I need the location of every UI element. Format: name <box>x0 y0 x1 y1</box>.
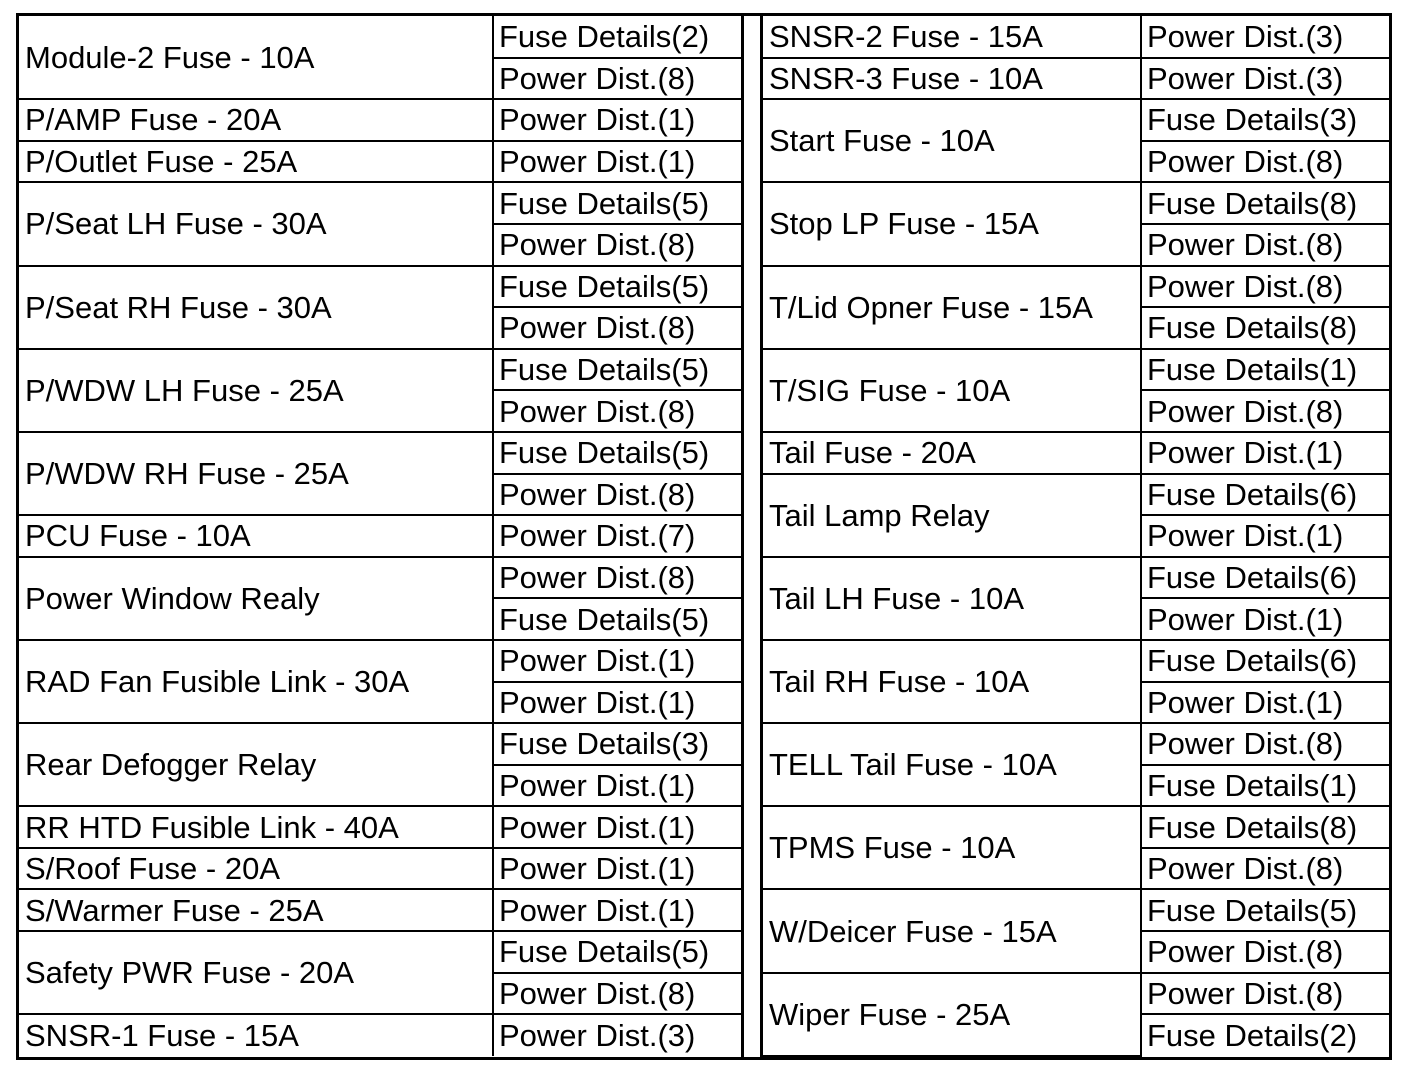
reference-link[interactable]: Fuse Details(3) <box>1141 99 1389 141</box>
reference-link[interactable]: Power Dist.(1) <box>493 889 741 931</box>
reference-link[interactable]: Power Dist.(1) <box>1141 515 1389 557</box>
table-row <box>19 848 741 890</box>
table-row <box>19 889 741 931</box>
table-row <box>763 58 1389 100</box>
reference-link[interactable]: Power Dist.(8) <box>493 224 741 266</box>
reference-link[interactable]: Power Dist.(3) <box>493 1014 741 1056</box>
table-row <box>19 640 741 682</box>
fuse-name-cell: P/Seat LH Fuse - 30A <box>19 182 493 265</box>
fuse-name-cell: S/Roof Fuse - 20A <box>19 848 493 890</box>
reference-link[interactable]: Fuse Details(5) <box>493 931 741 973</box>
reference-link[interactable]: Power Dist.(1) <box>493 141 741 183</box>
reference-link[interactable]: Power Dist.(1) <box>1141 598 1389 640</box>
reference-link[interactable]: Power Dist.(8) <box>493 474 741 516</box>
reference-link[interactable]: Fuse Details(6) <box>1141 557 1389 599</box>
fuse-name-cell: TPMS Fuse - 10A <box>763 806 1141 889</box>
fuse-name-cell: Start Fuse - 10A <box>763 99 1141 182</box>
fuse-name-cell: T/SIG Fuse - 10A <box>763 349 1141 432</box>
fuse-name-cell: TELL Tail Fuse - 10A <box>763 723 1141 806</box>
reference-link[interactable]: Fuse Details(5) <box>493 182 741 224</box>
reference-link[interactable]: Fuse Details(5) <box>493 598 741 640</box>
fuse-name-cell: P/AMP Fuse - 20A <box>19 99 493 141</box>
reference-link[interactable]: Fuse Details(8) <box>1141 307 1389 349</box>
table-row <box>763 640 1389 682</box>
fuse-name-cell: RAD Fan Fusible Link - 30A <box>19 640 493 723</box>
reference-link[interactable]: Power Dist.(1) <box>1141 682 1389 724</box>
fuse-name-cell: Wiper Fuse - 25A <box>763 973 1141 1056</box>
table-row <box>763 99 1389 141</box>
reference-link[interactable]: Power Dist.(8) <box>1141 723 1389 765</box>
reference-link[interactable]: Fuse Details(5) <box>493 266 741 308</box>
fuse-name-cell: Module-2 Fuse - 10A <box>19 16 493 99</box>
reference-link[interactable]: Fuse Details(1) <box>1141 349 1389 391</box>
fuse-name-cell: P/Seat RH Fuse - 30A <box>19 266 493 349</box>
fuse-name-cell: P/Outlet Fuse - 25A <box>19 141 493 183</box>
reference-link[interactable]: Power Dist.(8) <box>1141 390 1389 432</box>
reference-link[interactable]: Fuse Details(6) <box>1141 640 1389 682</box>
fuse-index-table <box>16 13 1392 1060</box>
table-row <box>19 931 741 973</box>
reference-link[interactable]: Power Dist.(7) <box>493 515 741 557</box>
reference-link[interactable]: Fuse Details(3) <box>493 723 741 765</box>
table-row <box>763 432 1389 474</box>
table-row <box>19 557 741 599</box>
reference-link[interactable]: Fuse Details(6) <box>1141 474 1389 516</box>
reference-link[interactable]: Fuse Details(5) <box>1141 889 1389 931</box>
reference-link[interactable]: Power Dist.(1) <box>493 848 741 890</box>
reference-link[interactable]: Power Dist.(8) <box>1141 266 1389 308</box>
table-row <box>19 432 741 474</box>
reference-link[interactable]: Fuse Details(5) <box>493 432 741 474</box>
table-row <box>763 889 1389 931</box>
table-row <box>763 266 1389 308</box>
fuse-name-cell: T/Lid Opner Fuse - 15A <box>763 266 1141 349</box>
reference-link[interactable]: Power Dist.(8) <box>1141 931 1389 973</box>
table-row <box>19 723 741 765</box>
table-row <box>763 557 1389 599</box>
table-row <box>763 973 1389 1015</box>
fuse-name-cell: PCU Fuse - 10A <box>19 515 493 557</box>
fuse-name-cell: P/WDW LH Fuse - 25A <box>19 349 493 432</box>
reference-link[interactable]: Fuse Details(8) <box>1141 182 1389 224</box>
reference-link[interactable]: Power Dist.(1) <box>493 765 741 807</box>
table-row <box>19 141 741 183</box>
column-divider <box>741 16 763 1057</box>
reference-link[interactable]: Power Dist.(8) <box>493 307 741 349</box>
table-row <box>763 182 1389 224</box>
reference-link[interactable]: Power Dist.(8) <box>1141 848 1389 890</box>
reference-link[interactable]: Fuse Details(8) <box>1141 806 1389 848</box>
table-row <box>763 806 1389 848</box>
table-row <box>19 266 741 308</box>
fuse-name-cell: S/Warmer Fuse - 25A <box>19 889 493 931</box>
reference-link[interactable]: Fuse Details(2) <box>493 16 741 58</box>
reference-link[interactable]: Power Dist.(8) <box>1141 973 1389 1015</box>
fuse-name-cell: Rear Defogger Relay <box>19 723 493 806</box>
fuse-name-cell: Tail Fuse - 20A <box>763 432 1141 474</box>
fuse-name-cell: Safety PWR Fuse - 20A <box>19 931 493 1014</box>
reference-link[interactable]: Power Dist.(1) <box>493 640 741 682</box>
fuse-name-cell: W/Deicer Fuse - 15A <box>763 889 1141 972</box>
reference-link[interactable]: Power Dist.(1) <box>1141 432 1389 474</box>
fuse-name-cell: SNSR-2 Fuse - 15A <box>763 16 1141 58</box>
reference-link[interactable]: Power Dist.(8) <box>1141 141 1389 183</box>
reference-link[interactable]: Power Dist.(8) <box>493 58 741 100</box>
table-row <box>19 16 741 58</box>
fuse-name-cell: Tail Lamp Relay <box>763 474 1141 557</box>
table-row <box>19 349 741 391</box>
fuse-table-left <box>19 16 741 1056</box>
fuse-name-cell: Power Window Realy <box>19 557 493 640</box>
fuse-name-cell: Tail RH Fuse - 10A <box>763 640 1141 723</box>
fuse-name-cell: RR HTD Fusible Link - 40A <box>19 806 493 848</box>
reference-link[interactable]: Power Dist.(8) <box>493 557 741 599</box>
reference-link[interactable]: Power Dist.(1) <box>493 682 741 724</box>
table-row <box>763 474 1389 516</box>
reference-link[interactable]: Fuse Details(1) <box>1141 765 1389 807</box>
table-row <box>19 1014 741 1056</box>
reference-link[interactable]: Power Dist.(8) <box>493 973 741 1015</box>
table-row <box>19 806 741 848</box>
table-row <box>763 723 1389 765</box>
reference-link[interactable]: Fuse Details(5) <box>493 349 741 391</box>
fuse-name-cell: P/WDW RH Fuse - 25A <box>19 432 493 515</box>
table-row <box>763 349 1389 391</box>
reference-link[interactable]: Fuse Details(2) <box>1141 1014 1389 1056</box>
fuse-name-cell: SNSR-3 Fuse - 10A <box>763 58 1141 100</box>
table-row <box>19 515 741 557</box>
reference-link[interactable]: Power Dist.(8) <box>493 390 741 432</box>
reference-link[interactable]: Power Dist.(3) <box>1141 58 1389 100</box>
table-row <box>763 16 1389 58</box>
reference-link[interactable]: Power Dist.(1) <box>493 99 741 141</box>
reference-link[interactable]: Power Dist.(1) <box>493 806 741 848</box>
reference-link[interactable]: Power Dist.(3) <box>1141 16 1389 58</box>
fuse-name-cell: Tail LH Fuse - 10A <box>763 557 1141 640</box>
fuse-name-cell: Stop LP Fuse - 15A <box>763 182 1141 265</box>
table-row <box>19 182 741 224</box>
reference-link[interactable]: Power Dist.(8) <box>1141 224 1389 266</box>
fuse-table-right <box>763 16 1389 1057</box>
table-row <box>19 99 741 141</box>
fuse-name-cell: SNSR-1 Fuse - 15A <box>19 1014 493 1056</box>
